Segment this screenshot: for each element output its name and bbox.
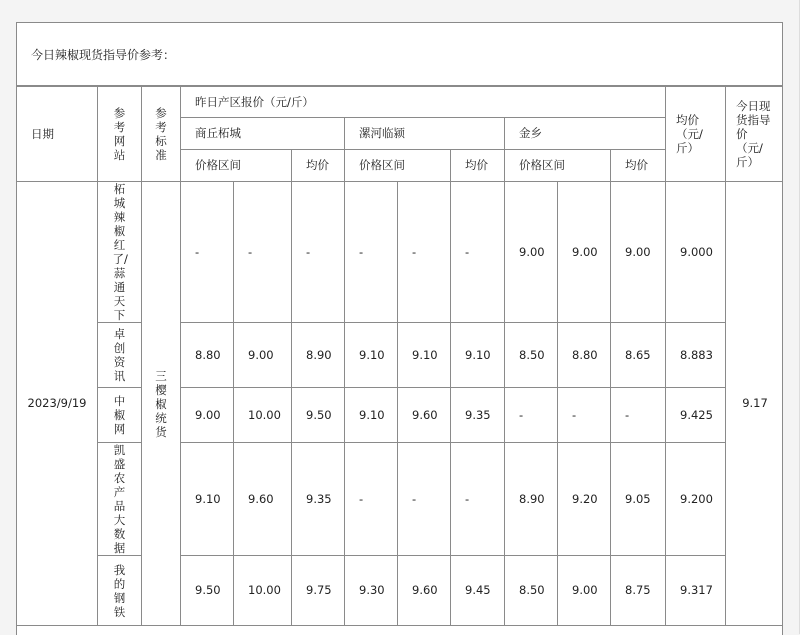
price-cell: 9.75 [292,556,345,626]
price-cell: - [611,388,666,443]
price-cell: 9.60 [398,388,451,443]
price-cell: 9.45 [451,556,505,626]
price-cell: 9.60 [234,443,292,556]
price-cell: 9.60 [398,556,451,626]
price-cell: 9.35 [451,388,505,443]
header-region-luohe: 漯河临颍 [345,118,505,150]
price-cell: 8.65 [611,323,666,388]
price-cell: 10.00 [234,556,292,626]
header-price-range: 价格区间 [505,150,611,182]
price-cell: 9.10 [451,323,505,388]
header-quote-group: 昨日产区报价（元/斤） [181,87,666,118]
header-standard: 参考标准 [142,87,181,182]
header-region-jinxiang: 金乡 [505,118,666,150]
price-cell: 8.90 [505,443,558,556]
price-cell: 9.10 [345,388,398,443]
header-date: 日期 [17,87,98,182]
avg-cell: 9.317 [666,556,726,626]
price-cell: 10.00 [234,388,292,443]
price-cell: - [558,388,611,443]
price-cell: - [181,182,234,323]
price-cell: - [505,388,558,443]
avg-cell: 9.000 [666,182,726,323]
table-row [17,182,784,323]
header-avg: 均价 [611,150,666,182]
header-price-range: 价格区间 [181,150,292,182]
price-cell: 9.00 [234,323,292,388]
price-cell: 9.10 [181,443,234,556]
avg-cell: 8.883 [666,323,726,388]
table-row [17,443,784,556]
price-cell: 8.80 [558,323,611,388]
price-sheet [16,22,783,635]
guide-price-cell: 9.17 [726,182,784,626]
site-cell: 卓创资讯 [98,323,142,388]
table-row [17,556,784,626]
header-price-range: 价格区间 [345,150,451,182]
price-cell: - [292,182,345,323]
price-cell: 9.05 [611,443,666,556]
price-cell: - [451,182,505,323]
table-row [17,388,784,443]
header-site: 参考网站 [98,87,142,182]
price-cell: 9.10 [345,323,398,388]
price-cell: - [398,182,451,323]
standard-cell: 三樱椒统货 [142,182,181,626]
price-cell: 8.90 [292,323,345,388]
site-cell: 柘城辣椒红了/蒜通天下 [98,182,142,323]
header-avg: 均价 [292,150,345,182]
site-cell: 我的钢铁 [98,556,142,626]
price-cell: 9.10 [398,323,451,388]
avg-cell: 9.200 [666,443,726,556]
price-cell: 9.20 [558,443,611,556]
price-cell: 9.00 [558,182,611,323]
price-cell: - [398,443,451,556]
price-cell: 8.75 [611,556,666,626]
header-overall-avg: 均价（元/斤） [666,87,726,182]
price-cell: 9.30 [345,556,398,626]
price-cell: - [345,182,398,323]
header-region-shangqiu: 商丘柘城 [181,118,345,150]
price-cell: - [345,443,398,556]
price-cell: 9.35 [292,443,345,556]
price-table [16,86,783,626]
price-cell: 8.80 [181,323,234,388]
sheet-title: 今日辣椒现货指导价参考： [17,23,782,86]
header-avg: 均价 [451,150,505,182]
price-cell: 8.50 [505,323,558,388]
price-cell: 9.00 [181,388,234,443]
avg-cell: 9.425 [666,388,726,443]
site-cell: 中椒网 [98,388,142,443]
price-cell: 9.00 [611,182,666,323]
price-cell: - [451,443,505,556]
header-guide-price: 今日现货指导价（元/斤） [726,87,784,182]
price-cell: 9.50 [292,388,345,443]
table-row [17,323,784,388]
price-cell: 9.00 [558,556,611,626]
price-cell: 9.50 [181,556,234,626]
site-cell: 凯盛农产品大数据 [98,443,142,556]
price-cell: - [234,182,292,323]
price-cell: 8.50 [505,556,558,626]
price-cell: 9.00 [505,182,558,323]
date-cell: 2023/9/19 [17,182,98,626]
